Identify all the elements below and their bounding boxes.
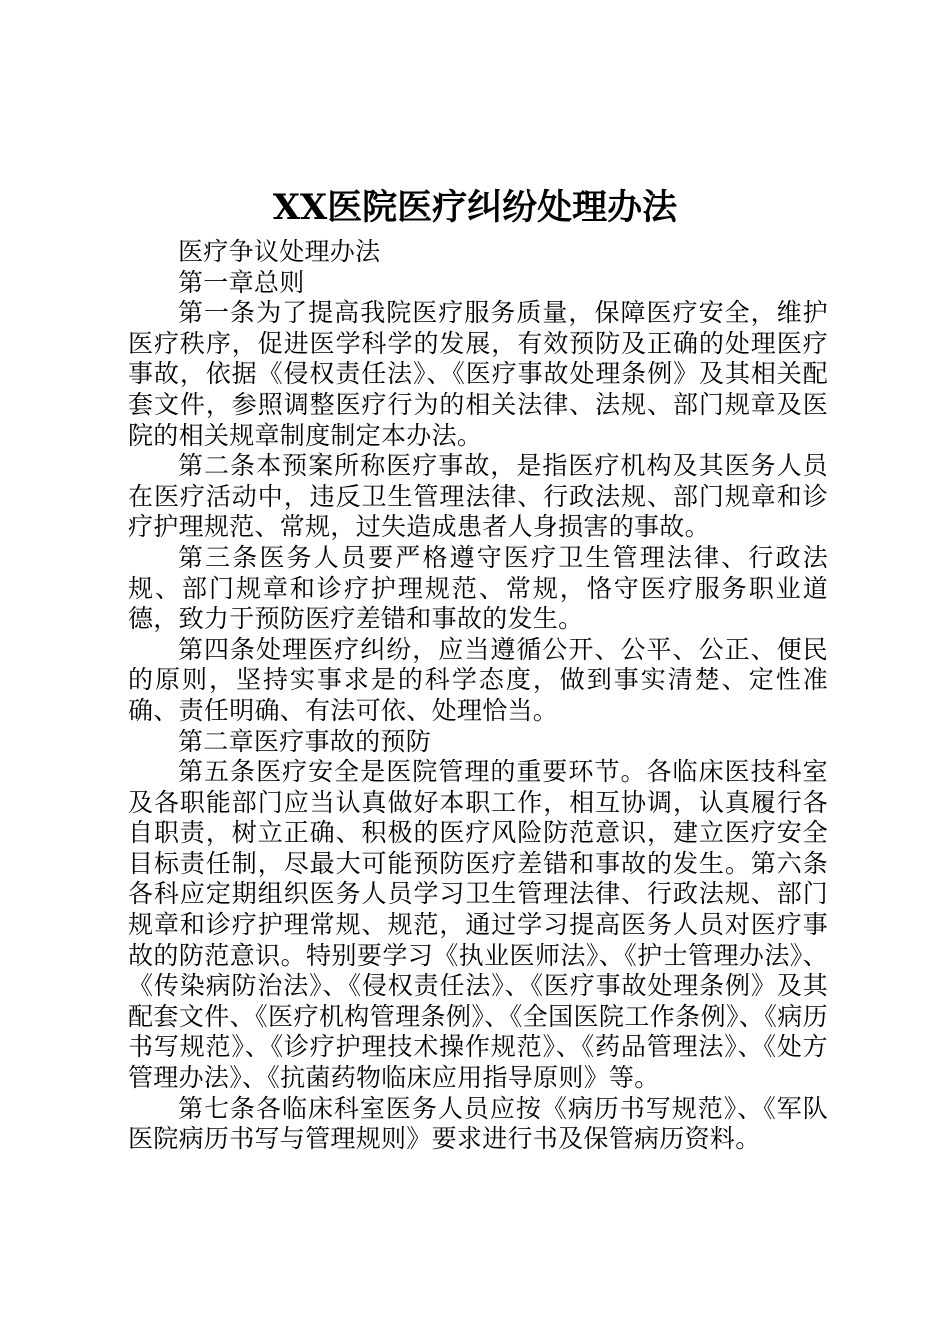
article-7: 第七条各临床科室医务人员应按《病历书写规范》、《军队医院病历书写与管理规则》要求进行书及保管病历资料。 (128, 1093, 828, 1154)
article-5-6: 第五条医疗安全是医院管理的重要环节。各临床医技科室及各职能部门应当认真做好本职工作，相互协调，认真履行各自职责，树立正确、积极的医疗风险防范意识，建立医疗安全目标责任制，尽最大可能预防医疗差错和事故的发生。第六条各科应定期组织医务人员学习卫生管理法律、行政法规、部门规章和诊疗护理常规、规范，通过学习提高医务人员对医疗事故的防范意识。特别要学习《执业医师法》、《护士管理办法》、《传染病防治法》、《侵权责任法》、《医疗事故处理条例》及其配套文件、《医疗机构管理条例》、《全国医院工作条例》、《病历书写规范》、《诊疗护理技术操作规范》、《药品管理法》、《处方管理办法》、《抗菌药物临床应用指导原则》等。 (128, 757, 828, 1093)
paragraph-subtitle: 医疗争议处理办法 (178, 237, 381, 266)
article-3: 第三条医务人员要严格遵守医疗卫生管理法律、行政法规、部门规章和诊疗护理规范、常规，恪守医疗服务职业道德，致力于预防医疗差错和事故的发生。 (128, 542, 828, 634)
chapter-heading-1: 第一章总则 (178, 267, 305, 297)
article-4: 第四条处理医疗纠纷，应当遵循公开、公平、公正、便民的原则，坚持实事求是的科学态度，做到事实清楚、定性准确、责任明确、有法可依、处理恰当。 (128, 634, 828, 725)
document-title: XX医院医疗纠纷处理办法 (272, 187, 678, 228)
article-1: 第一条为了提高我院医疗服务质量，保障医疗安全，维护医疗秩序，促进医学科学的发展，有效预防及正确的处理医疗事故，依据《侵权责任法》、《医疗事故处理条例》及其相关配套文件，参照调整医疗行为的相关法律、法规、部门规章及医院的相关规章制度制定本办法。 (128, 298, 828, 450)
article-2: 第二条本预案所称医疗事故，是指医疗机构及其医务人员在医疗活动中，违反卫生管理法律、行政法规、部门规章和诊疗护理规范、常规，过失造成患者人身损害的事故。 (128, 451, 828, 542)
document-body (128, 237, 828, 1155)
chapter-heading-2: 第二章医疗事故的预防 (178, 726, 432, 756)
